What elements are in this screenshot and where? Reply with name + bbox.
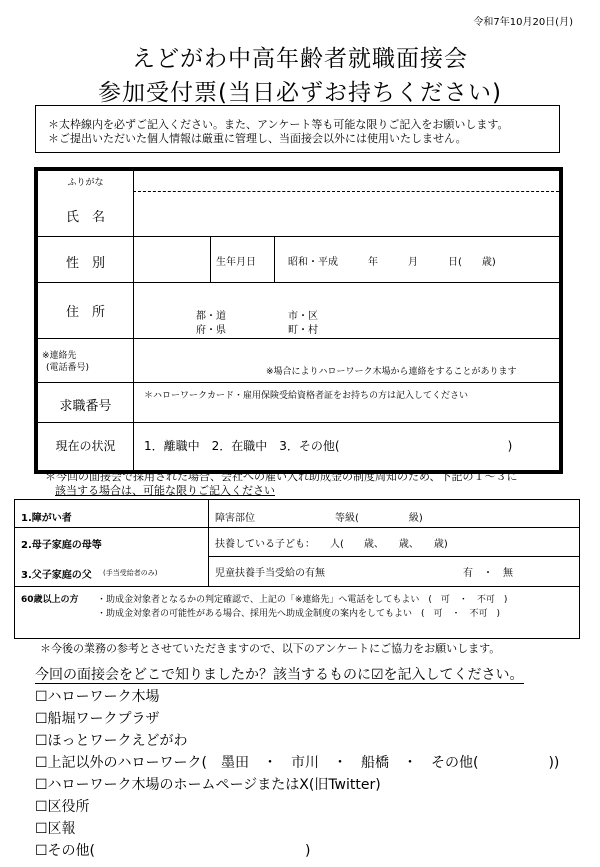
survey-question: 今回の面接会をどこで知りましたか？該当するものに☑を記入してください。	[35, 667, 524, 683]
single-father-note: (手当受給者のみ)	[103, 569, 158, 577]
gender-row	[38, 236, 559, 283]
address-prefecture-1: 都・道	[196, 311, 226, 322]
survey-option-3[interactable]: ☐ほっとワークえどがわ	[35, 733, 188, 749]
subsidy-note-line-2: 該当する場合は、可能な限りご記入ください	[55, 484, 275, 497]
survey-option-7[interactable]: ☐区報	[35, 821, 76, 837]
gender-label: 性 別	[65, 256, 105, 271]
over60-consent-2[interactable]: ・助成金対象者の可能性がある場合、採用先へ助成金制度の案内をしてもよい ( 可 ・ 不可 )	[97, 609, 501, 619]
notice-box	[35, 105, 560, 153]
survey-option-1[interactable]: ☐ハローワーク木場	[35, 689, 160, 705]
address-label: 住 所	[65, 305, 105, 320]
contact-note: ※場合によりハローワーク木場から連絡をすることがあります	[266, 367, 517, 377]
jobseeker-field[interactable]	[134, 383, 559, 423]
furigana-field[interactable]	[134, 171, 559, 191]
allowance-choice[interactable]: 有 ・ 無	[463, 568, 513, 579]
birthdate-field[interactable]: 昭和・平成 年 月 日( 歳)	[288, 257, 496, 268]
notice-line-2: ＊ご提出いただいた個人情報は厳重に管理し、当面接会以外には使用いたしません。	[48, 132, 467, 145]
jobseeker-row	[38, 382, 559, 423]
status-options[interactable]: 1．離職中 2．在職中 3．その他( )	[144, 439, 513, 453]
birthdate-label: 生年月日	[216, 257, 256, 268]
disability-label: 1.障がい者	[21, 513, 72, 524]
name-row	[38, 192, 559, 236]
address-city-2: 町・村	[288, 325, 318, 336]
page-subtitle: 参加受付票(当日必ずお持ちください)	[98, 80, 502, 106]
disability-field[interactable]: 障害部位 等級( 級)	[215, 513, 423, 524]
issue-date: 令和7年10月20日(月)	[473, 17, 573, 28]
survey-intro: ＊今後の業務の参考とさせていただきますので、以下のアンケートにご協力をお願いします。	[40, 642, 501, 655]
registration-form	[34, 167, 563, 474]
furigana-row	[38, 171, 559, 192]
survey-option-2[interactable]: ☐船堀ワークプラザ	[35, 711, 160, 727]
address-field[interactable]	[134, 283, 559, 339]
allowance-label: 児童扶養手当受給の有無	[215, 568, 325, 579]
notice-line-1: ＊太枠線内を必ずご記入ください。また、アンケート等も可能な限りご記入をお願いします。	[48, 118, 509, 131]
furigana-label: ふりがな	[67, 178, 104, 188]
single-mother-label: 2.母子家庭の母等	[21, 540, 102, 551]
single-father-label: 3.父子家庭の父	[21, 570, 92, 581]
status-label: 現在の状況	[55, 439, 116, 453]
subsidy-note	[45, 470, 518, 498]
address-row	[38, 282, 559, 339]
jobseeker-note: ＊ハローワークカード・雇用保険受給資格者証をお持ちの方は記入してください	[144, 391, 469, 401]
address-prefecture-2: 府・県	[196, 325, 226, 336]
subsidy-table	[14, 499, 580, 639]
gender-field[interactable]	[134, 237, 209, 283]
contact-row	[38, 338, 559, 383]
over60-label: 60歳以上の方	[21, 595, 79, 605]
children-field[interactable]: 扶養している子ども： 人( 歳、 歳、 歳)	[215, 539, 448, 550]
phone-field[interactable]	[134, 339, 559, 383]
page-title: えどがわ中高年齢者就職面接会	[132, 46, 468, 72]
name-label: 氏 名	[65, 210, 105, 225]
survey-option-6[interactable]: ☐区役所	[35, 799, 90, 815]
over60-consent-1[interactable]: ・助成金対象者となるかの判定確認で、上記の「※連絡先」へ電話をしてもよい ( 可 ・ 不可 )	[97, 595, 508, 605]
status-row	[38, 422, 559, 471]
name-field[interactable]	[134, 192, 559, 236]
contact-label-1: ※連絡先	[42, 351, 77, 361]
contact-label-2: (電話番号)	[46, 363, 90, 373]
address-city-1: 市・区	[288, 311, 318, 322]
subsidy-note-line-1: ＊今回の面接会で採用された場合、会社への雇い入れ助成金の制度周知のため、下記の１～３に	[45, 470, 518, 483]
jobseeker-label: 求職番号	[59, 399, 112, 414]
survey-option-5[interactable]: ☐ハローワーク木場のホームページまたはX(旧Twitter)	[35, 777, 381, 793]
survey-option-8[interactable]: ☐その他( )	[35, 843, 311, 859]
survey-option-4[interactable]: ☐上記以外のハローワーク( 墨田 ・ 市川 ・ 船橋 ・ その他( ))	[35, 755, 560, 771]
